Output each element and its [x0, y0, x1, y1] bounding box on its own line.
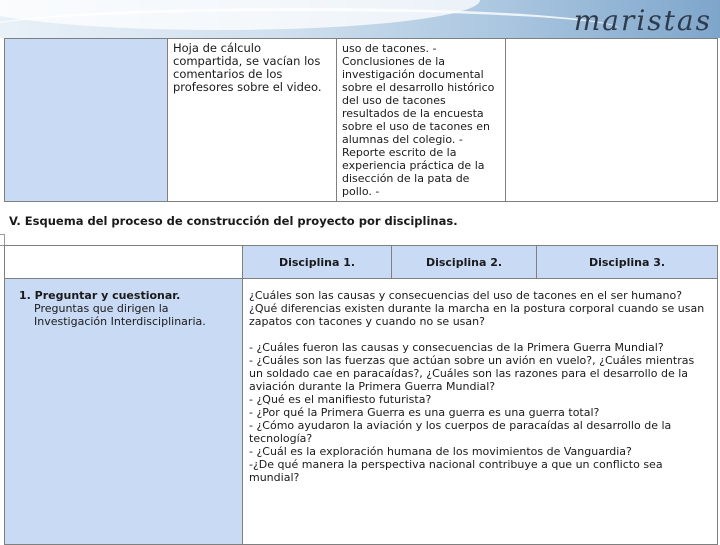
header-disciplina-3: Disciplina 3. — [537, 246, 718, 279]
questions-cell — [243, 279, 718, 545]
header-disciplina-1: Disciplina 1. — [243, 246, 392, 279]
question-item: ¿Cuáles son las causas y consecuencias del uso de tacones en el ser humano? — [249, 289, 683, 302]
table1-cell-spreadsheet: Hoja de cálculo compartida, se vacían los comentarios de los profesores sobre el video. — [168, 39, 337, 202]
activities-table — [4, 38, 718, 202]
banner-swoosh-line — [0, 8, 620, 38]
row-subtitle: Preguntas que dirigen la Investigación Interdisciplinaria. — [34, 302, 206, 328]
header-banner — [0, 0, 720, 38]
section-title: V. Esquema del proceso de construcción del proyecto por disciplinas. — [9, 214, 458, 228]
question-item: ¿Qué diferencias existen durante la marcha en la postura corporal cuando se usan zapatos con tacones y cuando no se usan? — [249, 302, 705, 328]
question-item: - ¿Cuáles fueron las causas y consecuencias de la Primera Guerra Mundial? — [249, 341, 664, 354]
maristas-logo: maristas — [573, 4, 712, 37]
question-item: - ¿Qué es el manifiesto futurista? — [249, 393, 432, 406]
questions-list — [249, 289, 711, 484]
row-label-cell — [5, 279, 243, 545]
header-disciplina-2: Disciplina 2. — [392, 246, 537, 279]
question-item: - ¿Cómo ayudaron la aviación y los cuerpos de paracaídas al desarrollo de la tecnología? — [249, 419, 672, 445]
table1-blank-cell — [5, 39, 168, 202]
row-title: 1. Preguntar y cuestionar. — [19, 289, 181, 302]
table1-empty-cell — [506, 39, 718, 202]
question-item: - ¿Cuáles son las fuerzas que actúan sobre un avión en vuelo?, ¿Cuáles mientras un soldado cae en paracaídas?, ¿Cuáles son las razones para el desarrollo de la aviación durante la Primera Guerra Mundial? — [249, 354, 695, 393]
question-item: - ¿Por qué la Primera Guerra es una guerra es una guerra total? — [249, 406, 600, 419]
question-item: - ¿Cuál es la exploración humana de los movimientos de Vanguardia? — [249, 445, 632, 458]
disciplines-table — [4, 245, 718, 545]
table1-cell-conclusions: uso de tacones. - Conclusiones de la investigación documental sobre el desarrollo histórico del uso de tacones resultados de la encuesta sobre el uso de tacones en alumnas del colegio. - Reporte escrito de la experiencia práctica de la disección de la pata de pollo. - — [337, 39, 506, 202]
header-blank-cell — [5, 246, 243, 279]
question-item: -¿De qué manera la perspectiva nacional contribuye a que un conflicto sea mundial? — [249, 458, 663, 484]
